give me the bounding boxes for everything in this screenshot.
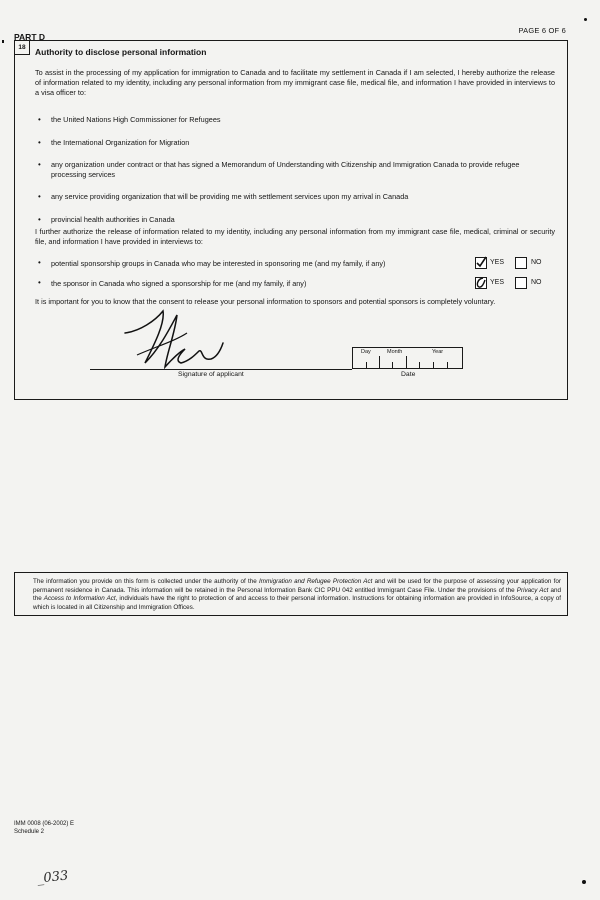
section-18-box [14, 40, 568, 400]
list-item: • any organization under contract or that has signed a Memorandum of Understanding with Citizenship and Immigration Canada to provide refugee processing services [35, 160, 555, 179]
consent-row-sponsor [35, 275, 555, 291]
year-label: Year [432, 349, 444, 355]
bullet-glyph: • [38, 258, 41, 267]
notice-text: and will be used for the purpose of assessing your application for permanent residence in Canada. This information will be retained in the Personal Information Bank CIC PPU 042 entitled Immigrant Case File. Under the provisions of the [33, 578, 562, 594]
consent-text: potential sponsorship groups in Canada who may be interested in sponsoring me (and my family, if any) [51, 259, 386, 268]
day-label: Day [361, 349, 371, 355]
date-tick [392, 362, 393, 368]
no-checkbox[interactable] [515, 277, 527, 289]
signature-image [115, 303, 255, 375]
schedule-label: Schedule 2 [14, 829, 45, 835]
form-code [14, 820, 74, 836]
list-item: • provincial health authorities in Canada [35, 215, 555, 225]
scan-speck [582, 880, 586, 884]
recipient-list [35, 115, 555, 237]
further-paragraph: I further authorize the release of information related to my identity, including any personal information from my immigrant case file, medical, criminal or security file, and information I have provided in interviews to: [35, 227, 555, 246]
month-label: Month [387, 349, 403, 355]
check-mark-icon [475, 277, 487, 289]
handwritten-page-number: _033 [36, 868, 70, 887]
yes-label: YES [490, 279, 505, 286]
section-number: 18 [15, 41, 30, 55]
consent-text: the sponsor in Canada who signed a sponsorship for me (and my family, if any) [51, 279, 307, 288]
date-tick [406, 356, 407, 368]
date-tick [379, 356, 380, 368]
yes-checkbox[interactable] [475, 277, 487, 289]
signature-line [90, 369, 352, 370]
no-label: NO [531, 279, 542, 286]
date-tick [419, 362, 420, 368]
signature-label: Signature of applicant [178, 371, 244, 378]
privacy-notice [14, 572, 568, 616]
no-checkbox[interactable] [515, 257, 527, 269]
act-name: Immigration and Refugee Protection Act [259, 578, 373, 585]
check-mark-icon [475, 256, 487, 268]
notice-text: The information you provide on this form is collected under the authority of the [33, 578, 259, 585]
date-tick [433, 362, 434, 368]
bullet-glyph: • [38, 278, 41, 287]
date-tick [366, 362, 367, 368]
notice-text: , individuals have the right to protection of and access to their personal information. Instructions for obtaining information are provided in InfoSource, a copy of which is located in all Citizenship and Immigration Offices. [33, 595, 561, 611]
intro-paragraph: To assist in the processing of my application for immigration to Canada and to facilitate my settlement in Canada if I am selected, I hereby authorize the release of information related to my identity, including any personal information from my immigrant case file, medical file, and information I have provided in interviews to a visa officer to: [35, 68, 555, 97]
page-number: PAGE 6 OF 6 [518, 26, 566, 35]
consent-row-potential-sponsors [35, 255, 555, 271]
list-item: • any service providing organization that will be providing me with settlement services upon my arrival in Canada [35, 192, 555, 202]
list-item: • the International Organization for Migration [35, 138, 555, 148]
form-number: IMM 0008 (06-2002) E [14, 821, 75, 827]
date-tick [447, 362, 448, 368]
yes-checkbox[interactable] [475, 257, 487, 269]
notice-text: and the [33, 586, 561, 603]
voluntary-paragraph: It is important for you to know that the consent to release your personal information to sponsors and potential sponsors is completely voluntary. [35, 297, 496, 306]
date-label: Date [401, 371, 416, 378]
date-field[interactable] [352, 347, 463, 369]
part-label: PART D [14, 32, 46, 42]
scan-speck [584, 18, 587, 21]
scan-speck [2, 40, 4, 43]
yes-label: YES [490, 259, 505, 266]
no-label: NO [531, 259, 542, 266]
act-name: Privacy Act [516, 586, 549, 594]
act-name: Access to Information Act [43, 595, 116, 603]
list-item: • the United Nations High Commissioner for Refugees [35, 115, 555, 125]
section-title: Authority to disclose personal information [35, 47, 207, 57]
